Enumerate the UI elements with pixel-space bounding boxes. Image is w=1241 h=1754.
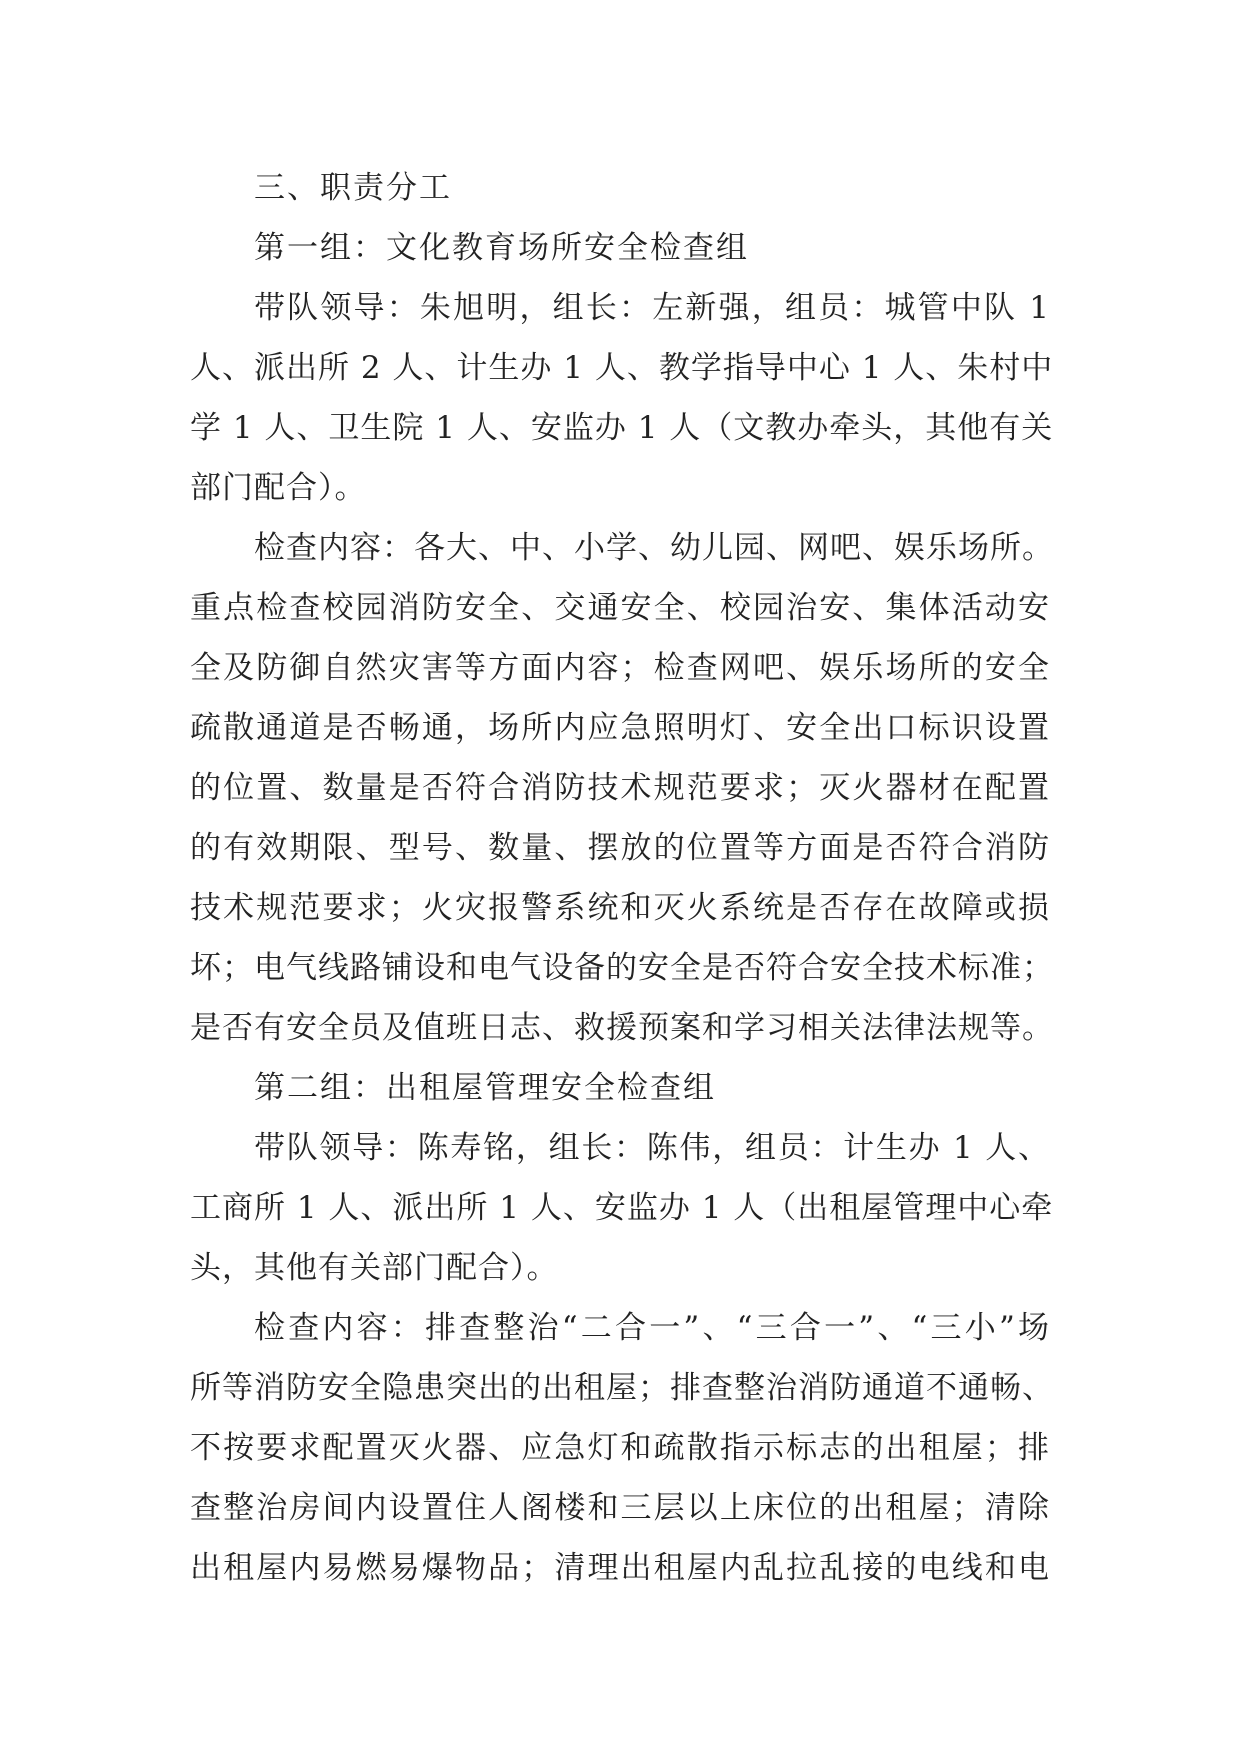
paragraph-line: 全及防御自然灾害等方面内容；检查网吧、娱乐场所的安全: [190, 650, 1050, 686]
paragraph-line: 所等消防安全隐患突出的出租屋；排查整治消防通道不通畅、: [190, 1370, 1054, 1406]
paragraph-line: 带队领导：陈寿铭，组长：陈伟，组员：计生办 1 人、: [254, 1130, 1050, 1166]
paragraph-line: 技术规范要求；火灾报警系统和灭火系统是否存在故障或损: [190, 890, 1050, 926]
paragraph-line: 学 1 人、卫生院 1 人、安监办 1 人（文教办牵头，其他有关: [190, 410, 1054, 446]
paragraph-line: 重点检查校园消防安全、交通安全、校园治安、集体活动安: [190, 590, 1050, 626]
paragraph-line: 检查内容：各大、中、小学、幼儿园、网吧、娱乐场所。: [254, 530, 1054, 566]
paragraph-line: 检查内容：排查整治“二合一”、“三合一”、“三小”场: [254, 1310, 1050, 1346]
section-heading: 三、职责分工: [254, 170, 452, 206]
paragraph-line: 人、派出所 2 人、计生办 1 人、教学指导中心 1 人、朱村中: [190, 350, 1054, 386]
paragraph-line: 是否有安全员及值班日志、救援预案和学习相关法律法规等。: [190, 1010, 1054, 1046]
paragraph-line: 的位置、数量是否符合消防技术规范要求；灭火器材在配置: [190, 770, 1050, 806]
paragraph-line: 部门配合）。: [190, 470, 367, 506]
paragraph-line: 头，其他有关部门配合）。: [190, 1250, 559, 1286]
group-2-heading: 第二组：出租屋管理安全检查组: [254, 1070, 716, 1106]
paragraph-line: 坏；电气线路铺设和电气设备的安全是否符合安全技术标准；: [190, 950, 1054, 986]
document-body: [190, 158, 1054, 1598]
paragraph-line: 出租屋内易燃易爆物品；清理出租屋内乱拉乱接的电线和电: [190, 1550, 1050, 1586]
paragraph-line: 查整治房间内设置住人阁楼和三层以上床位的出租屋；清除: [190, 1490, 1050, 1526]
paragraph-line: 不按要求配置灭火器、应急灯和疏散指示标志的出租屋；排: [190, 1430, 1050, 1466]
paragraph-line: 疏散通道是否畅通，场所内应急照明灯、安全出口标识设置: [190, 710, 1050, 746]
paragraph-line: 带队领导：朱旭明，组长：左新强，组员：城管中队 1: [254, 290, 1050, 326]
paragraph-line: 工商所 1 人、派出所 1 人、安监办 1 人（出租屋管理中心牵: [190, 1190, 1054, 1226]
group-1-heading: 第一组：文化教育场所安全检查组: [254, 230, 749, 266]
paragraph-line: 的有效期限、型号、数量、摆放的位置等方面是否符合消防: [190, 830, 1050, 866]
